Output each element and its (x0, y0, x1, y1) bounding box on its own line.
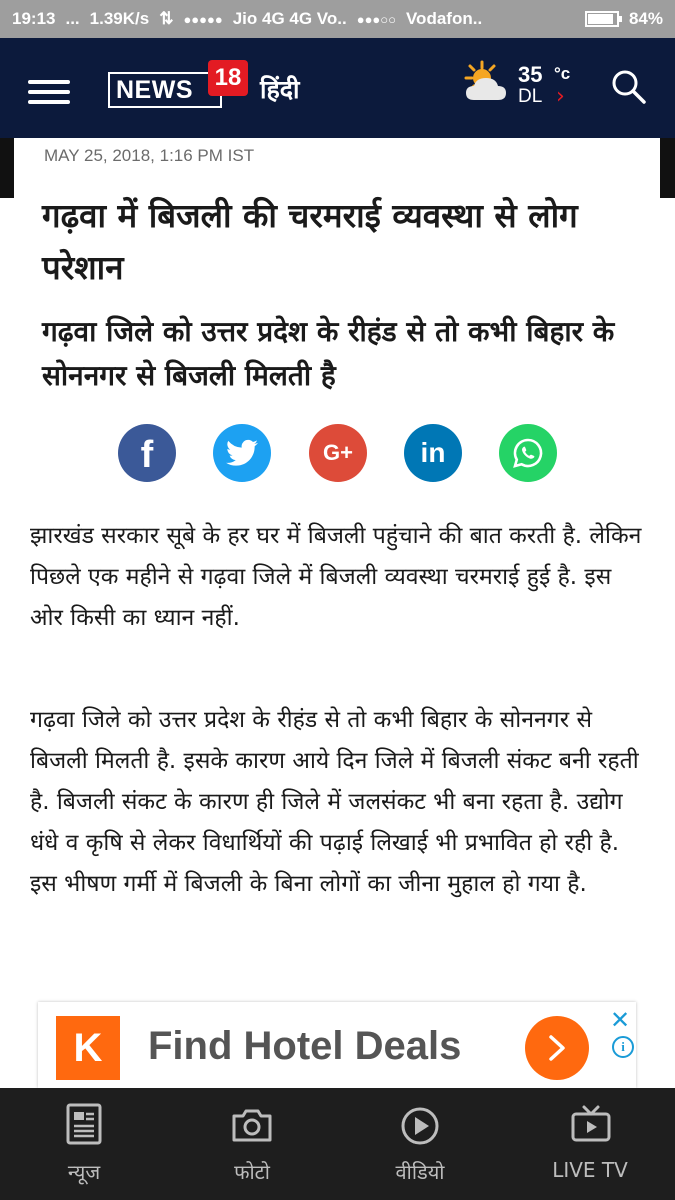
temperature-unit: °c (554, 64, 571, 83)
battery-level: 84% (628, 9, 663, 28)
bottom-navigation (0, 1088, 675, 1200)
ad-cta-button[interactable] (525, 1016, 589, 1080)
newspaper-icon (64, 1102, 104, 1146)
linkedin-share-button[interactable] (404, 424, 462, 482)
carrier-2: Vodafon.. (405, 9, 483, 28)
ad-headline: Find Hotel Deals (148, 1024, 462, 1068)
hamburger-menu-icon[interactable] (28, 78, 72, 106)
status-time: 19:13 (12, 9, 56, 28)
nav-live-tv-label: LIVE TV (552, 1158, 628, 1182)
status-bar (0, 0, 675, 38)
share-buttons (118, 424, 558, 482)
nav-news-label: न्यूज (67, 1160, 101, 1184)
logo-number-badge: 18 (208, 60, 248, 96)
weather-location: DL (518, 86, 543, 107)
tv-icon (570, 1104, 612, 1144)
logo-language: हिंदी (260, 75, 300, 104)
whatsapp-share-button[interactable] (499, 424, 557, 482)
chevron-right-icon (545, 1033, 569, 1063)
kayak-logo: K (56, 1016, 120, 1080)
network-speed: 1.39K/s (89, 9, 150, 28)
ad-banner[interactable] (38, 1002, 636, 1088)
facebook-share-button[interactable] (118, 424, 176, 482)
play-icon (400, 1106, 440, 1146)
linkedin-icon: in (420, 437, 446, 468)
nav-photos[interactable] (168, 1088, 336, 1200)
app-header (0, 38, 675, 138)
gutter-left (0, 138, 14, 198)
signal-strength-2: ●●●○○ (356, 11, 396, 27)
article-subheadline: गढ़वा जिले को उत्तर प्रदेश के रीहंड से तो कभी बिहार के सोननगर से बिजली मिलती है (42, 315, 615, 392)
battery-icon (585, 11, 619, 27)
status-dots: ... (65, 9, 80, 28)
news18-logo[interactable] (108, 72, 222, 108)
ad-close-icon[interactable]: ✕ (610, 1006, 631, 1034)
facebook-icon: f (140, 433, 154, 476)
google-plus-icon: G+ (323, 440, 353, 465)
ad-info-icon[interactable]: i (612, 1036, 634, 1058)
nav-photos-label: फोटो (234, 1160, 270, 1184)
nav-news[interactable] (0, 1088, 168, 1200)
search-icon[interactable] (610, 68, 648, 106)
gutter-right (660, 138, 675, 198)
chevron-right-icon[interactable]: › (556, 84, 565, 109)
nav-videos[interactable] (336, 1088, 504, 1200)
article-paragraph-2: गढ़वा जिले को उत्तर प्रदेश के रीहंड से तो कभी बिहार के सोननगर से बिजली मिलती है. इसके कारण आये दिन जिले में बिजली संकट बनी रहती है. बिजली संकट के कारण ही जिले में जलसंकट भी बना रहता है. उद्योग धंधे व कृषि से लेकर विधार्थियों की पढ़ाई लिखाई भी प्रभावित हो रही है. इस भीषण गर्मी में बिजली के बिना लोगों का जीना मुहाल हो गया है. (30, 707, 639, 897)
carrier-1: Jio 4G 4G Vo.. (232, 9, 347, 28)
twitter-bird-icon (226, 439, 258, 467)
temperature-value: 35 (518, 62, 543, 87)
partly-sunny-icon[interactable] (458, 58, 514, 108)
nav-live-tv[interactable] (506, 1088, 674, 1200)
article-headline: गढ़वा में बिजली की चरमराई व्यवस्था से लोग परेशान (42, 196, 578, 287)
google-plus-share-button[interactable] (309, 424, 367, 482)
camera-icon (230, 1108, 274, 1144)
whatsapp-icon (511, 436, 545, 470)
signal-strength-1: ●●●●● (183, 11, 223, 27)
article-paragraph-1: झारखंड सरकार सूबे के हर घर में बिजली पहुंचाने की बात करती है. लेकिन पिछले एक महीने से गढ़वा जिले में बिजली व्यवस्था चरमराई हुई है. इस ओर किसी का ध्यान नहीं. (30, 523, 642, 631)
twitter-share-button[interactable] (213, 424, 271, 482)
data-transfer-icon: ⇅ (159, 9, 174, 28)
nav-videos-label: वीडियो (395, 1160, 445, 1184)
logo-text: NEWS (116, 75, 193, 104)
article-date: MAY 25, 2018, 1:16 PM IST (44, 146, 255, 165)
